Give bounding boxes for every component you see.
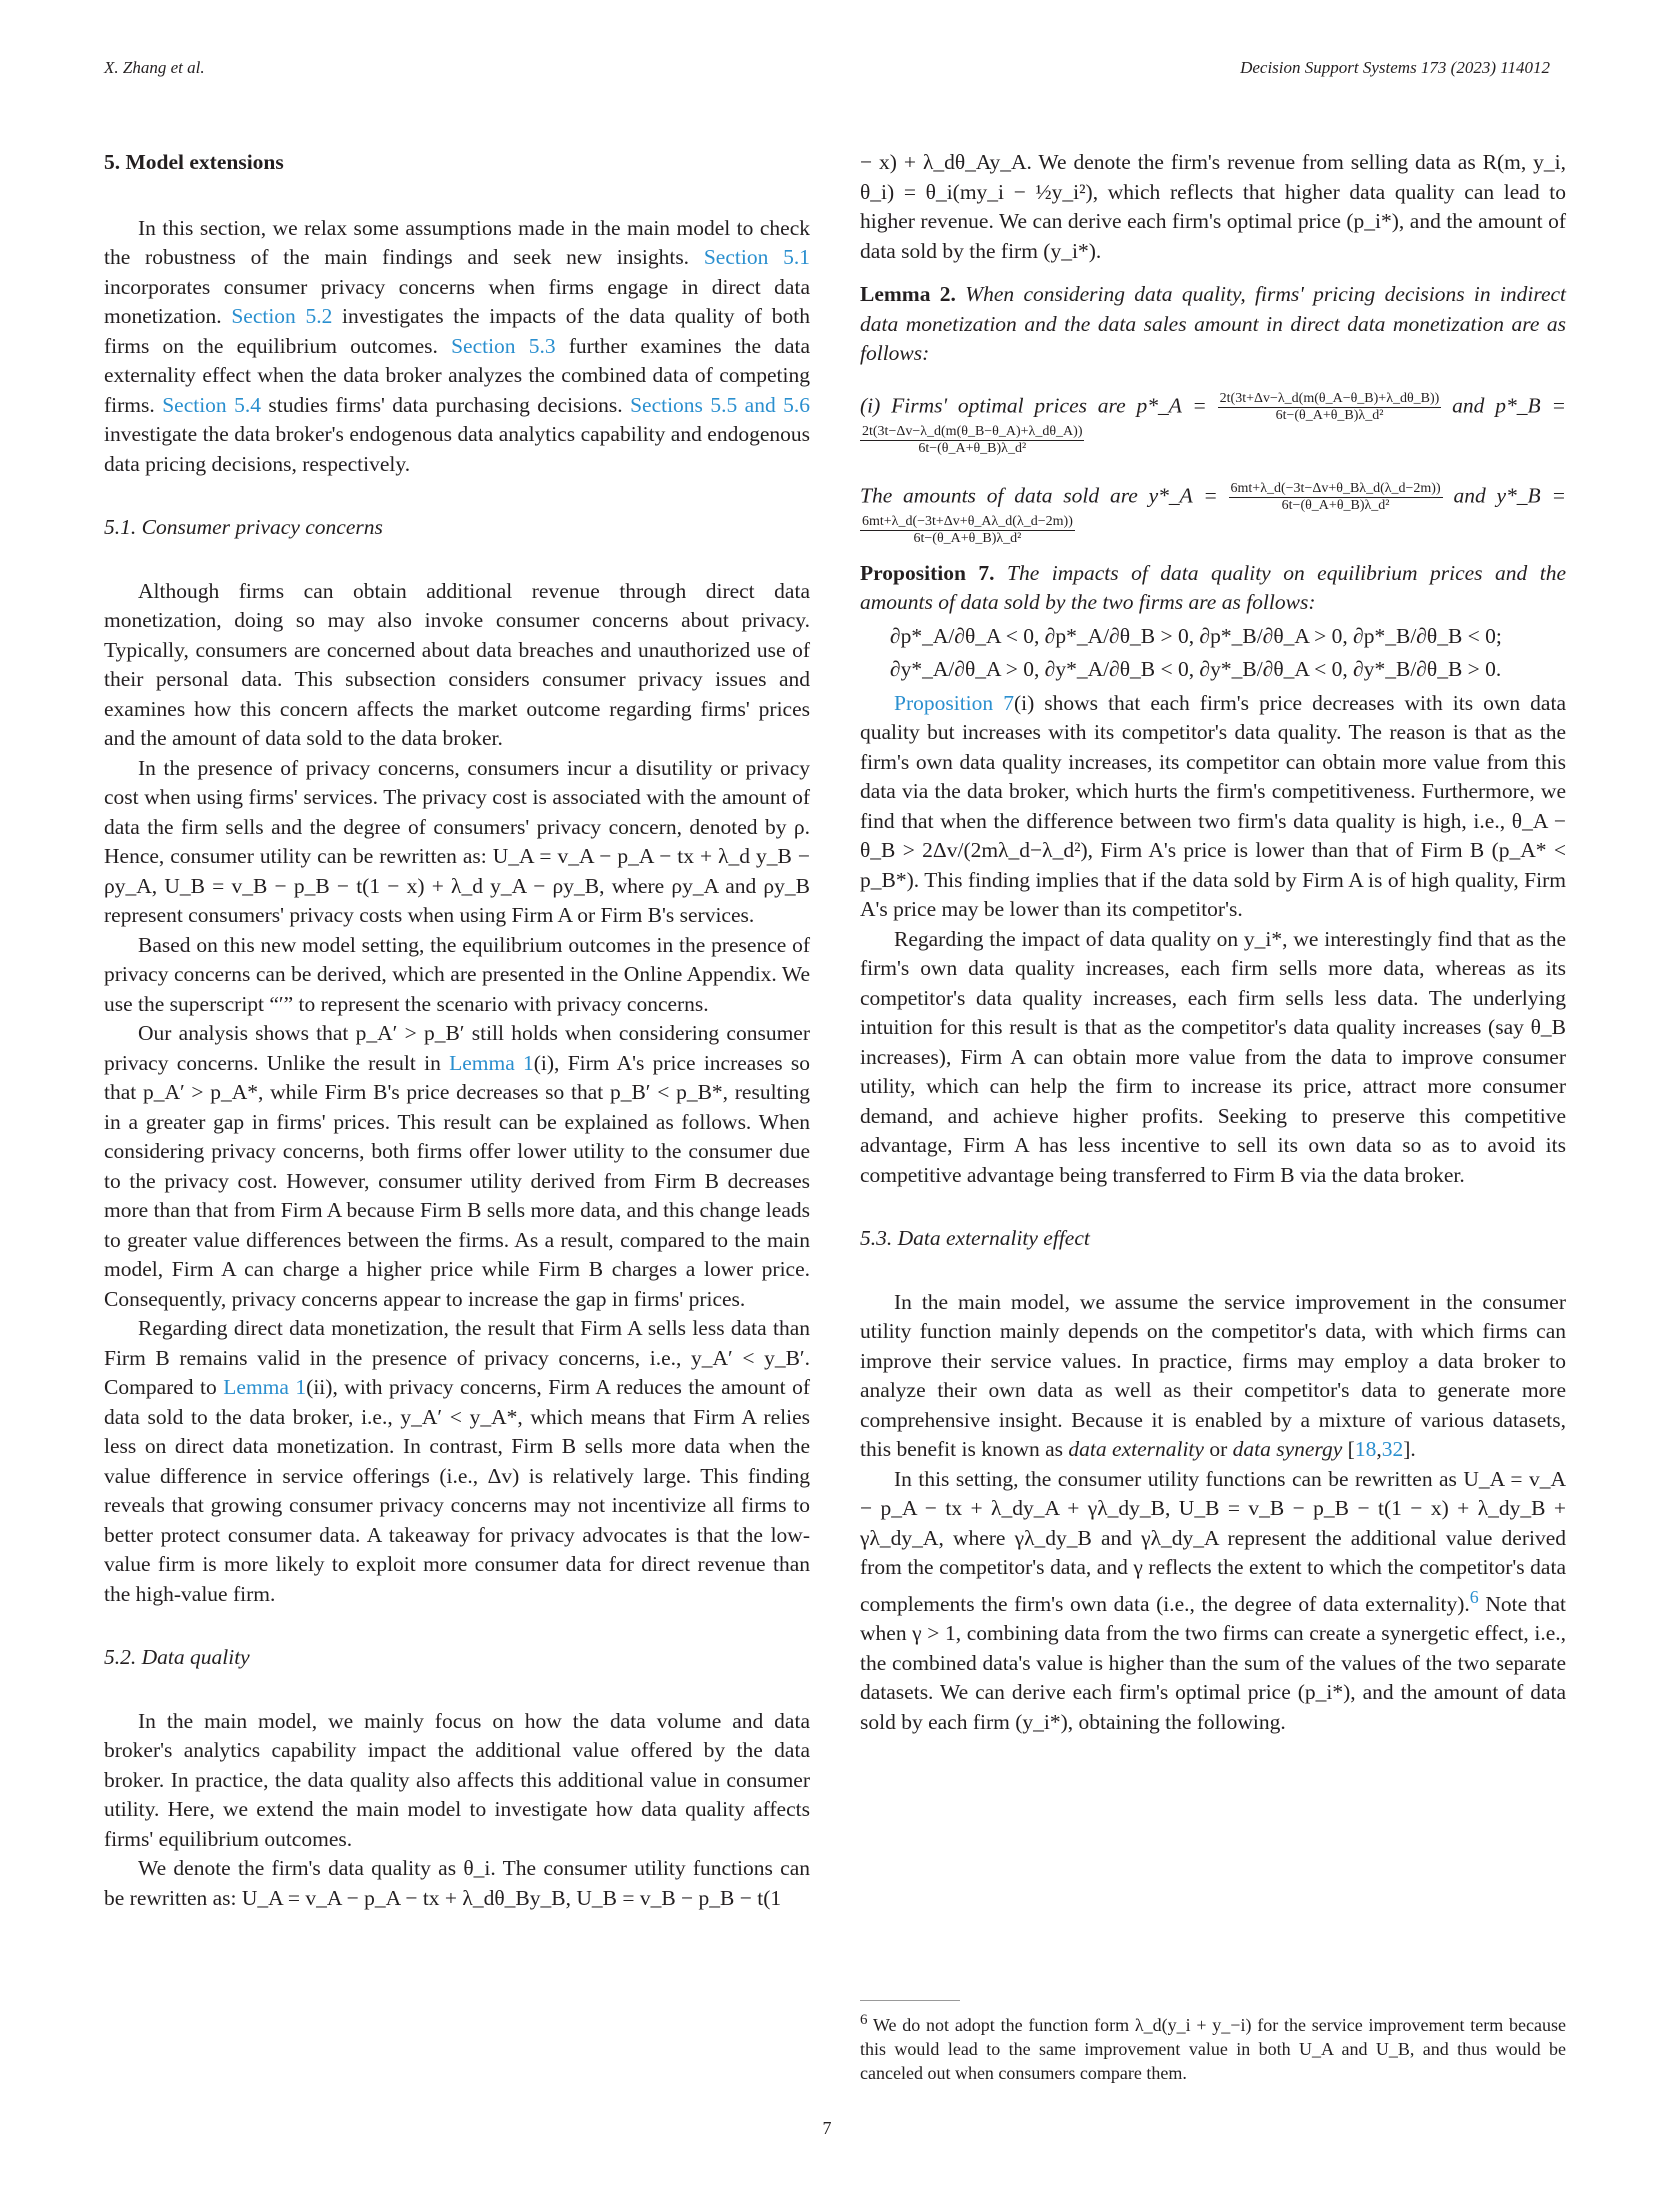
link-section-5-4[interactable]: Section 5.4 [162,392,261,417]
section-5-3-paragraph-1: In the main model, we assume the service improvement in the consumer utility function mainly depends on the competitor's data, with which firms can improve their service values. In practice, firms may employ a data broker to analyze their own data as well as their competitor's data to generate more comprehensive insight. Because it is enabled by a mixture of various datasets, this benefit is known as data externality or data synergy [18,32]. [860,1289,1566,1461]
section-5-1-paragraph-3: Based on this new model setting, the equilibrium outcomes in the presence of privacy concerns can be derived, which are presented in the Online Appendix. We use the superscript “′” to represent the scenario with privacy concerns. [104,932,810,1016]
section-5-intro: In this section, we relax some assumptions made in the main model to check the robustness of the main findings and seek new insights. Section 5.1 incorporates consumer privacy concerns when firms engage in direct data monetization. Section 5.2 investigates the impacts of the data quality of both firms on the equilibrium outcomes. Section 5.3 further examines the data externality effect when the data broker analyzes the combined data of competing firms. Section 5.4 studies firms' data purchasing decisions. Sections 5.5 and 5.6 investigate the data broker's endogenous data analytics capability and endogenous data pricing decisions, respectively. [104,215,810,476]
utility-equation: U_A = v_A − p_A − tx + λ_d y_B − ρy_A, U_B = v_B − p_B − t(1 − x) + λ_d y_A − ρy_B, [104,844,810,898]
fraction-yB: $\frac{6mt+\lambda\_d(-3t+\Delta v+\theta\_A\lambda\_d(\lambda\_d-2m))}{\text{6t−(θ\_A+θ\_B)λ\_d²}}$ [862,513,1073,546]
footnote-6: $^6$ We do not adopt the function form λ_d(y_i + y_−i) for the service improvement term because this would lead to the same improvement value in both U_A and U_B, and thus would be canceled out when consumers compare them. [860,2012,1566,2083]
link-lemma-1-ii[interactable]: Lemma 1 [223,1375,307,1399]
running-header-authors: X. Zhang et al. [104,58,205,77]
section-5-1-paragraph-1: Although firms can obtain additional revenue through direct data monetization, doing so may also invoke consumer concerns about privacy. Typically, consumers are concerned about data breaches and unauthorized use of their personal data. This subsection considers consumer privacy issues and examines how this concern affects the market outcome regarding firms' prices and the amount of data sold to the data broker. [104,578,810,750]
left-column [104,148,810,1913]
footnote-6-marker[interactable]: 6 [1469,1586,1479,1607]
proposition-7-price-derivatives: ∂p*_A/∂θ_A < 0, ∂p*_A/∂θ_B > 0, ∂p*_B/∂θ_A > 0, ∂p*_B/∂θ_B < 0; [890,623,1502,648]
running-header-journal: Decision Support Systems 173 (2023) 114012 [1240,58,1550,77]
link-sections-5-5-5-6[interactable]: Sections 5.5 and 5.6 [630,392,810,417]
lemma-2-item-ii: The amounts of data sold are y*_A = $\frac{6mt+\lambda\_d(-3t-\Delta v+\theta\_B\lambda\_d(\lambda\_d-2m))}{\text{6t−(θ\_A+θ\_B)λ\_d²}}$ and y*_B = $\frac{6mt+\lambda\_d(-3t+\Delta v+\theta\_A\lambda\_d(\lambda\_d-2m))}{\text{6t−(θ\_A+θ\_B)λ\_d²}}$ [860,480,1566,546]
fraction-pB: $\frac{2t(3t-\Delta v-\lambda\_d(m(\theta\_B-\theta\_A)+\lambda\_d\theta\_A))}{\text{6t−(θ\_A+θ\_B)λ\_d²}}$ [862,423,1083,456]
link-lemma-1[interactable]: Lemma 1 [449,1050,534,1075]
section-5-1-title: 5.1. Consumer privacy concerns [104,515,383,539]
fraction-yA: $\frac{6mt+\lambda\_d(-3t-\Delta v+\theta\_B\lambda\_d(\lambda\_d-2m))}{\text{6t−(θ\_A+θ\_B)λ\_d²}}$ [1230,480,1441,513]
section-5-2-paragraph-2: We denote the firm's data quality as θ_i. The consumer utility functions can be rewritten as: U_A = v_A − p_A − tx + λ_dθ_By_B, U_B = v_B − p_B − t(1 [104,1856,810,1910]
right-column [860,148,1566,1737]
proposition-7-data-derivatives: ∂y*_A/∂θ_A > 0, ∂y*_A/∂θ_B < 0, ∂y*_B/∂θ_A < 0, ∂y*_B/∂θ_B > 0. [890,657,1502,681]
section-5-1-paragraph-5: Regarding direct data monetization, the result that Firm A sells less data than Firm B remains valid in the presence of privacy concerns, i.e., y_A′ < y_B′. Compared to Lemma 1(ii), with privacy concerns, Firm A reduces the amount of data sold to the data broker, i.e., y_A′ < y_A*, which means that Firm A relies less on direct data monetization. In contrast, Firm B sells more data when the value difference in service offerings (i.e., Δv) is relatively large. This finding reveals that growing consumer privacy concerns may not incentivize all firms to better protect consumer data. A takeaway for privacy advocates is that the low-value firm is more likely to exploit more consumer data for direct revenue than the high-value firm. [104,1316,810,1606]
fraction-pA: $\frac{2t(3t+\Delta v-\lambda\_d(m(\theta\_A-\theta\_B)+\lambda\_d\theta\_B))}{\text{6t−(θ\_A+θ\_B)λ\_d²}}$ [1219,390,1440,423]
link-section-5-1[interactable]: Section 5.1 [703,245,810,269]
reference-18[interactable]: 18 [1354,1437,1377,1461]
reference-32[interactable]: 32 [1381,1437,1404,1461]
section-5-1-paragraph-4: Our analysis shows that p_A′ > p_B′ still holds when considering consumer privacy concerns. Unlike the result in Lemma 1(i), Firm A's price increases so that p_A′ > p_A*, while Firm B's price decreases so that p_B′ < p_B*, resulting in a greater gap in firms' prices. This result can be explained as follows. When considering privacy concerns, both firms offer lower utility to the consumer due to the privacy cost. However, consumer utility derived from Firm B decreases more than that from Firm A because Firm B sells more data, and this change leads to greater value differences between the firms. As a result, compared to the main model, Firm A can charge a higher price while Firm B charges a lower price. Consequently, privacy concerns appear to increase the gap in firms' prices. [104,1021,810,1311]
section-5-1-paragraph-2: In the presence of privacy concerns, consumers incur a disutility or privacy cost when using firms' services. The privacy cost is associated with the amount of data the firm sells and the degree of consumers' privacy concern, denoted by ρ. Hence, consumer utility can be rewritten as: U_A = v_A − p_A − tx + λ_d y_B − ρy_A, U_B = v_B − p_B − t(1 − x) + λ_d y_A − ρy_B, where ρy_A and ρy_B represent consumers' privacy costs when using Firm A or Firm B's services. [104,755,811,927]
section-5-2-paragraph-3: Proposition 7(i) shows that each firm's price decreases with its own data quality but increases with its competitor's data quality. The reason is that as the firm's own data quality increases, its competitor can obtain more value from this data via the data broker, which hurts the firm's competitiveness. Furthermore, we find that when the difference between two firm's data quality is high, i.e., θ_A − θ_B > 2Δv/(2mλ_d−λ_d²), Firm A's price is lower than that of Firm B (p_A* < p_B*). This finding implies that if the data sold by Firm A is of high quality, Firm A's price may be lower than its competitor's. [860,690,1566,921]
section-5-title: 5. Model extensions [104,150,284,174]
section-5-3-paragraph-2: In this setting, the consumer utility functions can be rewritten as U_A = v_A − p_A − tx + λ_dy_A + γλ_dy_B, U_B = v_B − p_B − t(1 − x) + λ_dy_B + γλ_dy_A, where γλ_dy_B and γλ_dy_A represent the additional value derived from the competitor's data, and γ reflects the extent to which the competitor's data complements the firm's own data (i.e., the degree of data externality).$^6$ Note that when γ > 1, combining data from the two firms can create a synergetic effect, i.e., the combined data's value is higher than the sum of the values of the two separate datasets. We can derive each firm's optimal price (p_i*), and the amount of data sold by each firm (y_i*), obtaining the following. [860,1466,1566,1734]
link-section-5-3[interactable]: Section 5.3 [451,333,556,358]
section-5-2-paragraph-1: In the main model, we mainly focus on how the data volume and data broker's analytics capability impact the additional value offered by the data broker. In practice, the data quality also affects this additional value in consumer utility. Here, we extend the main model to investigate how data quality affects firms' equilibrium outcomes. [104,1708,810,1851]
proposition-7: Proposition 7. The impacts of data quality on equilibrium prices and the amounts of data sold by the two firms are as follows: [860,560,1566,614]
link-section-5-2[interactable]: Section 5.2 [231,304,333,328]
lemma-2-item-i: (i) Firms' optimal prices are p*_A = $\frac{2t(3t+\Delta v-\lambda\_d(m(\theta\_A-\theta\_B)+\lambda\_d\theta\_B))}{\text{6t−(θ\_A+θ\_B)λ\_d²}}$ and p*_B = $\frac{2t(3t-\Delta v-\lambda\_d(m(\theta\_B-\theta\_A)+\lambda\_d\theta\_A))}{\text{6t−(θ\_A+θ\_B)λ\_d²}}$ [860,390,1566,456]
link-proposition-7[interactable]: Proposition 7 [894,690,1014,715]
page-number: 7 [822,2118,832,2138]
section-5-2-paragraph-4: Regarding the impact of data quality on y_i*, we interestingly find that as the firm's own data quality increases, each firm sells more data, whereas as its competitor's data quality increases, each firm sells less data. The underlying intuition for this result is that as the competitor's data quality increases (say θ_B increases), Firm A can obtain more value from the data to improve consumer utility, which can help the firm to increase its price, attract more consumer demand, and achieve higher profits. Seeking to preserve this competitive advantage, Firm A has less incentive to sell its own data so as to avoid its competitive advantage being transferred to Firm B via the data broker. [860,926,1566,1187]
footnote-rule [860,2000,960,2001]
section-5-2-title: 5.2. Data quality [104,1645,250,1669]
section-5-2-paragraph-2-cont: − x) + λ_dθ_Ay_A. We denote the firm's revenue from selling data as R(m, y_i, θ_i) = θ_i(my_i − ½y_i²), which reflects that higher data quality can lead to higher revenue. We can derive each firm's optimal price (p_i*), and the amount of data sold by the firm (y_i*). [860,150,1566,263]
section-5-3-title: 5.3. Data externality effect [860,1226,1090,1250]
lemma-2: Lemma 2. When considering data quality, firms' pricing decisions in indirect data monetization and the data sales amount in direct data monetization are as follows: [860,282,1566,365]
